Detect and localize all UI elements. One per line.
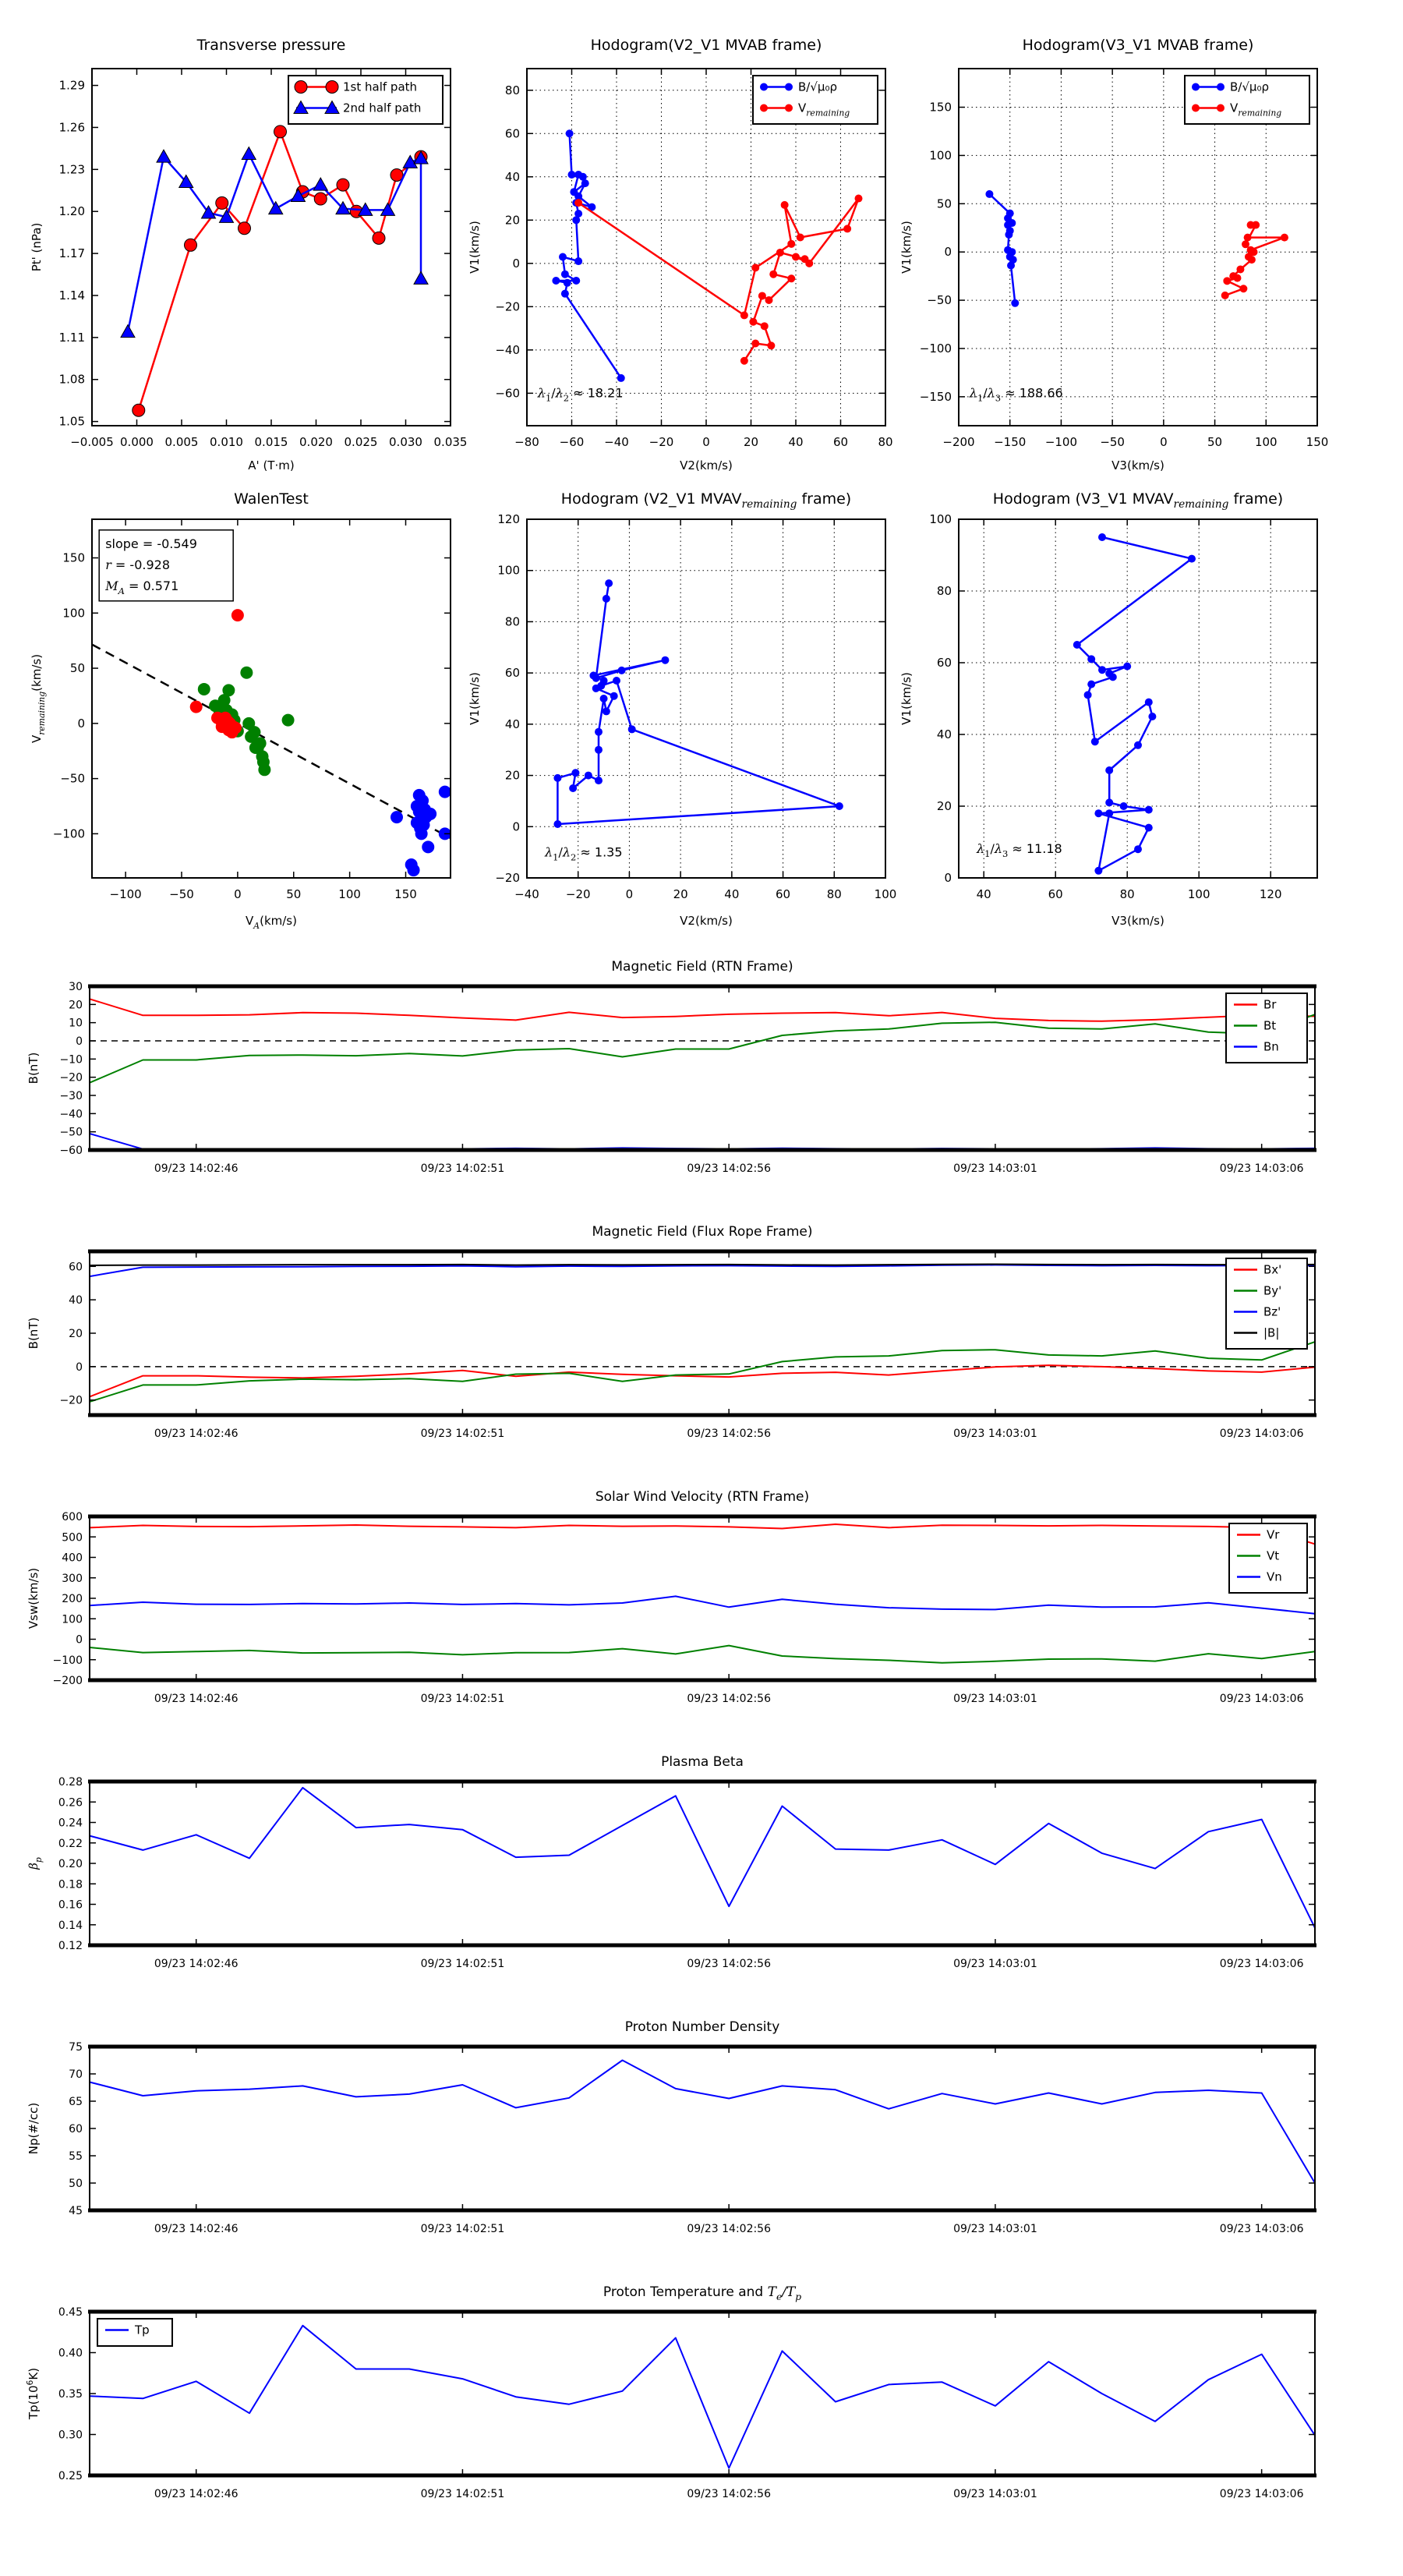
- hodogram-v2v1-mvav-ytick-label: −20: [495, 871, 520, 885]
- proton-temperature-ytick-label: 0.35: [58, 2388, 83, 2401]
- proton-number-density-title: Proton Number Density: [624, 2019, 780, 2035]
- solar-wind-velocity-xtick-label: 09/23 14:02:56: [687, 1693, 772, 1705]
- hodogram-v3v1-mvav-xtick-label: 80: [1119, 887, 1135, 901]
- magnetic-field-flux-rope-legend-label: Bx': [1263, 1262, 1282, 1277]
- magnetic-field-flux-rope-series-|B|: [90, 1265, 1315, 1266]
- transverse-pressure-legend-label: 1st half path: [343, 80, 418, 94]
- plasma-beta-ylabel: $\beta_p$: [27, 1857, 44, 1870]
- transverse-pressure-ytick-label: 1.08: [58, 372, 85, 387]
- proton-temperature-title: Proton Temperature and $T_e/T_p$: [603, 2284, 802, 2302]
- magnetic-field-rtn-legend-label: Bt: [1263, 1018, 1277, 1033]
- solar-wind-velocity-xtick-label: 09/23 14:02:51: [420, 1693, 505, 1705]
- transverse-pressure-xtick-label: 0.010: [210, 435, 243, 449]
- solar-wind-velocity-legend-label: Vn: [1267, 1569, 1282, 1584]
- solar-wind-velocity-series-Vn: [90, 1596, 1315, 1613]
- hodogram-v2v1-mvab-ylabel: V1(km/s): [468, 221, 482, 274]
- hodogram-v2v1-mvab-legend-label: $V_{remaining}$: [798, 101, 850, 119]
- transverse-pressure-xtick-label: 0.025: [344, 435, 378, 449]
- magnetic-field-flux-rope-xtick-label: 09/23 14:03:06: [1219, 1428, 1304, 1440]
- solar-wind-velocity-ticks: [53, 1511, 1315, 1705]
- hodogram-v3v1-mvav-ytick-label: 80: [936, 584, 952, 598]
- walen-test-xtick-label: 150: [394, 887, 417, 901]
- hodogram-v2v1-mvav-xtick-label: 0: [625, 887, 634, 901]
- solar-wind-velocity-ytick-label: 100: [62, 1613, 83, 1626]
- hodogram-v3v1-mvav-xtick-label: 60: [1048, 887, 1063, 901]
- hodogram-v3v1-mvab-ytick-label: −100: [919, 341, 952, 356]
- magnetic-field-rtn-ticks: [59, 981, 1315, 1175]
- walen-test-ytick-label: 150: [62, 550, 85, 565]
- proton-number-density-xtick-label: 09/23 14:02:46: [154, 2223, 239, 2235]
- walen-test-xtick-label: 0: [234, 887, 242, 901]
- hodogram-v2v1-mvab-xtick-label: 20: [743, 435, 759, 449]
- proton-number-density-ytick-label: 50: [69, 2178, 83, 2190]
- magnetic-field-flux-rope-xtick-label: 09/23 14:02:56: [687, 1428, 772, 1440]
- plasma-beta-ytick-label: 0.26: [58, 1796, 83, 1810]
- magnetic-field-rtn-series-Bn: [90, 1134, 1315, 1149]
- hodogram-v3v1-mvav-annotation: [976, 841, 1062, 859]
- transverse-pressure-xtick-label: 0.035: [433, 435, 468, 449]
- hodogram-v3v1-mvab-ytick-label: 50: [936, 196, 952, 211]
- hodogram-v3v1-mvav-xtick-label: 100: [1187, 887, 1210, 901]
- hodogram-v2v1-mvab-legend-label: B/√μ₀ρ: [798, 80, 837, 94]
- plasma-beta: [27, 1754, 1316, 1970]
- svg-text:λ1/λ2 ≈ 1.35: $\lambda_1/\lambda_2 \approx 1.35$: [545, 844, 623, 863]
- transverse-pressure-xtick-label: 0.020: [299, 435, 333, 449]
- proton-temperature-ytick-label: 0.40: [58, 2347, 83, 2360]
- plasma-beta-xtick-label: 09/23 14:03:06: [1219, 1958, 1304, 1970]
- hodogram-v3v1-mvab-xtick-label: 50: [1207, 435, 1223, 449]
- hodogram-v3v1-mvab-ytick-label: −50: [927, 293, 952, 308]
- transverse-pressure-legend: [288, 76, 443, 124]
- hodogram-v3v1-mvav-title: Hodogram (V3_V1 $MVAV_{remaining}$ frame): [992, 490, 1284, 511]
- magnetic-field-rtn-ytick-label: −50: [59, 1126, 83, 1139]
- magnetic-field-rtn-legend-label: Bn: [1263, 1039, 1279, 1054]
- walen-test-xtick-label: −100: [109, 887, 142, 901]
- solar-wind-velocity-legend-label: Vt: [1267, 1548, 1280, 1563]
- walen-test-annotation: [99, 530, 233, 601]
- hodogram-v2v1-mvav-xtick-label: 80: [826, 887, 842, 901]
- proton-number-density-xtick-label: 09/23 14:03:01: [953, 2223, 1037, 2235]
- plasma-beta-title: Plasma Beta: [661, 1754, 744, 1770]
- magnetic-field-rtn-xtick-label: 09/23 14:02:51: [420, 1162, 505, 1175]
- hodogram-v2v1-mvab-xtick-label: −40: [604, 435, 629, 449]
- plasma-beta-ytick-label: 0.22: [58, 1837, 83, 1850]
- hodogram-v2v1-mvav-title: Hodogram (V2_V1 $MVAV_{remaining}$ frame): [560, 490, 852, 511]
- hodogram-v2v1-mvav-series-path: [553, 579, 843, 828]
- solar-wind-velocity-ytick-label: 300: [62, 1572, 83, 1585]
- hodogram-v3v1-mvav-xtick-label: 40: [976, 887, 991, 901]
- plasma-beta-ytick-label: 0.12: [58, 1940, 83, 1952]
- hodogram-v2v1-mvav-ytick-label: 60: [504, 666, 520, 681]
- hodogram-v3v1-mvav-ticks: [929, 512, 1317, 901]
- solar-wind-velocity-ytick-label: 500: [62, 1531, 83, 1545]
- solar-wind-velocity-ylabel: Vsw(km/s): [27, 1567, 41, 1629]
- magnetic-field-flux-rope-xtick-label: 09/23 14:02:51: [420, 1428, 505, 1440]
- solar-wind-velocity-xtick-label: 09/23 14:03:01: [953, 1693, 1037, 1705]
- proton-temperature: [25, 2284, 1316, 2500]
- hodogram-v3v1-mvab-ytick-label: −150: [919, 389, 952, 404]
- hodogram-v2v1-mvab-xlabel: V2(km/s): [680, 458, 733, 472]
- hodogram-v2v1-mvab-legend: [753, 76, 878, 124]
- walen-test-ylabel: $V_{remaining}(km/s)$: [30, 653, 47, 744]
- magnetic-field-flux-rope-ytick-label: 20: [69, 1328, 83, 1340]
- magnetic-field-rtn-ytick-label: −20: [59, 1071, 83, 1085]
- hodogram-v2v1-mvav-xtick-label: −20: [565, 887, 591, 901]
- hodogram-v3v1-mvab-xlabel: V3(km/s): [1111, 458, 1164, 472]
- svg-text:slope = -0.549: slope = -0.549: [105, 536, 197, 551]
- hodogram-v2v1-mvab-xtick-label: −80: [514, 435, 539, 449]
- magnetic-field-rtn-ytick-label: −10: [59, 1053, 83, 1067]
- hodogram-v3v1-mvav-xlabel: V3(km/s): [1111, 914, 1164, 928]
- svg-text:MA = 0.571: $M_A = 0.571$: [105, 578, 179, 596]
- plasma-beta-ytick-label: 0.24: [58, 1817, 83, 1830]
- hodogram-v2v1-mvav-ylabel: V1(km/s): [468, 672, 482, 725]
- transverse-pressure-ylabel: Pt' (nPa): [30, 222, 44, 272]
- magnetic-field-rtn-ytick-label: 10: [69, 1017, 83, 1030]
- proton-number-density-ytick-label: 75: [69, 2041, 83, 2054]
- proton-temperature-legend: [97, 2319, 172, 2346]
- solar-wind-velocity-ytick-label: −100: [52, 1654, 83, 1667]
- hodogram-v2v1-mvab-ytick-label: 40: [504, 169, 520, 184]
- plasma-beta-xtick-label: 09/23 14:02:51: [420, 1958, 505, 1970]
- hodogram-v2v1-mvav-xtick-label: −40: [514, 887, 539, 901]
- magnetic-field-rtn-legend: [1226, 993, 1307, 1063]
- walen-test-xtick-label: −50: [169, 887, 194, 901]
- proton-temperature-xtick-label: 09/23 14:03:06: [1219, 2488, 1304, 2500]
- magnetic-field-flux-rope-series-By': [90, 1342, 1315, 1402]
- magnetic-field-rtn-ytick-label: 30: [69, 981, 83, 993]
- hodogram-v2v1-mvab-title: Hodogram(V2_V1 MVAB frame): [590, 37, 822, 54]
- plasma-beta-ytick-label: 0.18: [58, 1878, 83, 1891]
- hodogram-v3v1-mvav-series-path: [1073, 533, 1196, 875]
- magnetic-field-flux-rope-legend-label: Bz': [1263, 1304, 1281, 1319]
- hodogram-v2v1-mvav-ytick-label: 40: [504, 717, 520, 731]
- hodogram-v3v1-mvab-series-V-remaining: [1221, 221, 1288, 299]
- magnetic-field-flux-rope-ylabel: B(nT): [27, 1317, 41, 1350]
- hodogram-v3v1-mvab-series-B-alfven: [985, 190, 1019, 307]
- hodogram-v2v1-mvab-xtick-label: 0: [702, 435, 710, 449]
- plasma-beta-xtick-label: 09/23 14:02:46: [154, 1958, 239, 1970]
- proton-temperature-xtick-label: 09/23 14:02:51: [420, 2488, 505, 2500]
- hodogram-v3v1-mvab-xtick-label: 150: [1306, 435, 1329, 449]
- transverse-pressure-ytick-label: 1.23: [58, 162, 85, 177]
- transverse-pressure-ytick-label: 1.05: [58, 414, 85, 429]
- svg-text:λ1/λ2 ≈ 18.21: $\lambda_1/\lambda_2 \approx 18.21$: [537, 385, 624, 404]
- hodogram-v2v1-mvab-ytick-label: −40: [495, 342, 520, 357]
- magnetic-field-flux-rope-legend-label: By': [1263, 1283, 1282, 1298]
- hodogram-v3v1-mvav-ylabel: V1(km/s): [899, 672, 914, 725]
- solar-wind-velocity-xtick-label: 09/23 14:03:06: [1219, 1693, 1304, 1705]
- solar-wind-velocity-ytick-label: 200: [62, 1593, 83, 1605]
- hodogram-v2v1-mvav: [468, 490, 896, 928]
- proton-number-density-xtick-label: 09/23 14:02:56: [687, 2223, 772, 2235]
- transverse-pressure-ytick-label: 1.26: [58, 120, 85, 135]
- hodogram-v2v1-mvav-ytick-label: 80: [504, 614, 520, 629]
- magnetic-field-flux-rope-ticks: [59, 1251, 1315, 1440]
- hodogram-v2v1-mvav-xtick-label: 20: [673, 887, 688, 901]
- plasma-beta-ytick-label: 0.14: [58, 1919, 83, 1932]
- magnetic-field-flux-rope: [27, 1224, 1316, 1440]
- transverse-pressure-xlabel: A' (T·m): [248, 458, 295, 472]
- magnetic-field-rtn-series-Bt: [90, 1014, 1315, 1083]
- hodogram-v2v1-mvab-ytick-label: 60: [504, 126, 520, 141]
- hodogram-v3v1-mvab-xtick-label: −50: [1100, 435, 1125, 449]
- solar-wind-velocity: [27, 1489, 1316, 1705]
- hodogram-v3v1-mvab-xtick-label: 100: [1254, 435, 1278, 449]
- proton-temperature-ylabel: $Tp(10^6K)$: [25, 2367, 41, 2420]
- proton-number-density-ytick-label: 65: [69, 2096, 83, 2108]
- transverse-pressure-xtick-label: 0.015: [254, 435, 288, 449]
- walen-test-series-blue-points: [391, 786, 451, 876]
- solar-wind-velocity-xtick-label: 09/23 14:02:46: [154, 1693, 239, 1705]
- hodogram-v2v1-mvab-ytick-label: 80: [504, 83, 520, 97]
- plasma-beta-ytick-label: 0.28: [58, 1776, 83, 1789]
- hodogram-v3v1-mvab-ytick-label: 100: [929, 148, 952, 163]
- magnetic-field-rtn-xtick-label: 09/23 14:03:06: [1219, 1162, 1304, 1175]
- hodogram-v2v1-mvab-xtick-label: −20: [648, 435, 674, 449]
- hodogram-v2v1-mvab-series-B-alfven: [552, 129, 624, 382]
- walen-test-title: WalenTest: [234, 490, 309, 508]
- magnetic-field-rtn-ytick-label: 20: [69, 999, 83, 1012]
- walen-test-ytick-label: 0: [77, 716, 85, 731]
- transverse-pressure-ytick-label: 1.11: [58, 330, 85, 345]
- hodogram-v3v1-mvab: [899, 37, 1328, 472]
- plasma-beta-ytick-label: 0.16: [58, 1898, 83, 1912]
- walen-test-ytick-label: 100: [62, 606, 85, 621]
- proton-temperature-xtick-label: 09/23 14:02:56: [687, 2488, 772, 2500]
- magnetic-field-rtn-ylabel: B(nT): [27, 1052, 41, 1085]
- walen-test-xlabel: $V_A(km/s)$: [246, 914, 297, 931]
- magnetic-field-flux-rope-series-Bz': [90, 1262, 1315, 1277]
- transverse-pressure-xtick-label: 0.030: [389, 435, 422, 449]
- proton-temperature-ytick-label: 0.45: [58, 2306, 83, 2319]
- solar-wind-velocity-legend-label: Vr: [1267, 1527, 1280, 1542]
- transverse-pressure-ytick-label: 1.14: [58, 288, 85, 303]
- hodogram-v3v1-mvab-xtick-label: −200: [942, 435, 975, 449]
- hodogram-v3v1-mvab-xtick-label: 0: [1160, 435, 1168, 449]
- proton-temperature-legend-label: Tp: [135, 2323, 150, 2337]
- plasma-beta-xtick-label: 09/23 14:02:56: [687, 1958, 772, 1970]
- solar-wind-velocity-series-Vr: [90, 1524, 1315, 1544]
- magnetic-field-flux-rope-series-Bx': [90, 1365, 1315, 1396]
- hodogram-v2v1-mvab-ytick-label: −60: [495, 386, 520, 401]
- plasma-beta-ticks: [58, 1776, 1315, 1970]
- proton-number-density: [27, 2019, 1316, 2235]
- proton-number-density-ytick-label: 70: [69, 2068, 83, 2081]
- walen-test-xtick-label: 100: [338, 887, 361, 901]
- transverse-pressure-xtick-label: 0.005: [164, 435, 199, 449]
- solar-wind-velocity-ytick-label: 400: [62, 1552, 83, 1565]
- hodogram-v3v1-mvab-title: Hodogram(V3_V1 MVAB frame): [1022, 37, 1254, 54]
- proton-number-density-series-Np: [90, 2061, 1315, 2184]
- walen-test-ytick-label: −50: [60, 771, 85, 786]
- hodogram-v2v1-mvab-annotation: [537, 385, 624, 403]
- proton-number-density-xtick-label: 09/23 14:02:51: [420, 2223, 505, 2235]
- magnetic-field-flux-rope-ytick-label: 40: [69, 1294, 83, 1307]
- hodogram-v2v1-mvav-annotation: [544, 844, 623, 862]
- magnetic-field-rtn-ytick-label: −40: [59, 1108, 83, 1121]
- hodogram-v2v1-mvav-xtick-label: 60: [776, 887, 791, 901]
- plasma-beta-ytick-label: 0.20: [58, 1858, 83, 1870]
- magnetic-field-flux-rope-legend-label: |B|: [1263, 1325, 1280, 1340]
- hodogram-v2v1-mvab: [468, 37, 893, 472]
- hodogram-v3v1-mvav-ytick-label: 100: [929, 512, 952, 526]
- svg-text:r = -0.928: r = -0.928: [105, 557, 171, 572]
- hodogram-v2v1-mvav-grid: [527, 519, 885, 878]
- magnetic-field-rtn-xtick-label: 09/23 14:02:56: [687, 1162, 772, 1175]
- proton-number-density-ytick-label: 60: [69, 2123, 83, 2135]
- proton-number-density-xtick-label: 09/23 14:03:06: [1219, 2223, 1304, 2235]
- hodogram-v3v1-mvav-xtick-label: 120: [1259, 887, 1282, 901]
- magnetic-field-flux-rope-xtick-label: 09/23 14:03:01: [953, 1428, 1037, 1440]
- proton-temperature-xtick-label: 09/23 14:02:46: [154, 2488, 239, 2500]
- hodogram-v2v1-mvab-xtick-label: −60: [559, 435, 585, 449]
- solar-wind-velocity-title: Solar Wind Velocity (RTN Frame): [595, 1489, 810, 1505]
- walen-test: [30, 490, 451, 931]
- proton-number-density-ytick-label: 45: [69, 2205, 83, 2217]
- proton-temperature-xtick-label: 09/23 14:03:01: [953, 2488, 1037, 2500]
- transverse-pressure-title: Transverse pressure: [196, 37, 346, 54]
- hodogram-v3v1-mvab-legend-label: B/√μ₀ρ: [1230, 80, 1269, 94]
- hodogram-v2v1-mvav-ytick-label: 120: [497, 512, 520, 526]
- proton-number-density-ytick-label: 55: [69, 2150, 83, 2163]
- hodogram-v3v1-mvav-ytick-label: 60: [936, 656, 952, 670]
- hodogram-v3v1-mvab-ytick-label: 0: [944, 245, 952, 260]
- transverse-pressure-ytick-label: 1.20: [58, 204, 85, 219]
- hodogram-v3v1-mvab-legend: [1185, 76, 1309, 124]
- solar-wind-velocity-ytick-label: 0: [76, 1633, 83, 1647]
- walen-test-ytick-label: −100: [52, 826, 85, 841]
- hodogram-v2v1-mvab-ytick-label: −20: [495, 299, 520, 314]
- hodogram-v3v1-mvav-ytick-label: 0: [944, 871, 952, 885]
- hodogram-v2v1-mvab-xtick-label: 40: [788, 435, 804, 449]
- hodogram-v2v1-mvav-ytick-label: 100: [497, 563, 520, 578]
- magnetic-field-rtn-series-Br: [90, 999, 1315, 1021]
- svg-text:λ1/λ3 ≈ 188.66: $\lambda_1/\lambda_3 \approx 188.66$: [969, 385, 1063, 404]
- magnetic-field-flux-rope-xtick-label: 09/23 14:02:46: [154, 1428, 239, 1440]
- hodogram-v3v1-mvab-annotation: [969, 385, 1063, 403]
- solar-wind-velocity-ytick-label: 600: [62, 1511, 83, 1523]
- transverse-pressure-ticks: [59, 69, 468, 449]
- magnetic-field-rtn-ytick-label: −60: [59, 1145, 83, 1157]
- magnetic-field-rtn: [27, 959, 1316, 1175]
- transverse-pressure-xtick-label: −0.005: [70, 435, 114, 449]
- proton-temperature-ticks: [58, 2306, 1315, 2500]
- hodogram-v2v1-mvav-xtick-label: 100: [874, 887, 897, 901]
- hodogram-v2v1-mvab-xtick-label: 80: [878, 435, 893, 449]
- hodogram-v2v1-mvab-xtick-label: 60: [832, 435, 849, 449]
- proton-temperature-ytick-label: 0.30: [58, 2429, 83, 2442]
- transverse-pressure: [30, 37, 467, 472]
- hodogram-v2v1-mvav-ytick-label: 20: [504, 768, 520, 783]
- plasma-beta-series-beta_p: [90, 1788, 1315, 1928]
- walen-test-xtick-label: 50: [286, 887, 302, 901]
- transverse-pressure-legend-label: 2nd half path: [343, 101, 422, 115]
- magnetic-field-flux-rope-ytick-label: 0: [76, 1361, 83, 1374]
- magnetic-field-rtn-ytick-label: −30: [59, 1090, 83, 1102]
- magnetic-field-rtn-xtick-label: 09/23 14:02:46: [154, 1162, 239, 1175]
- solar-wind-velocity-series-Vt: [90, 1646, 1315, 1663]
- transverse-pressure-ytick-label: 1.29: [58, 78, 85, 93]
- hodogram-v2v1-mvav-ytick-label: 0: [512, 819, 520, 834]
- hodogram-v3v1-mvav-ytick-label: 40: [936, 727, 952, 741]
- magnetic-field-rtn-ytick-label: 0: [76, 1035, 83, 1048]
- hodogram-v2v1-mvav-xtick-label: 40: [724, 887, 740, 901]
- plasma-beta-xtick-label: 09/23 14:03:01: [953, 1958, 1037, 1970]
- transverse-pressure-ytick-label: 1.17: [58, 246, 85, 261]
- hodogram-v3v1-mvab-xtick-label: −100: [1044, 435, 1078, 449]
- solar-wind-velocity-legend: [1229, 1523, 1307, 1593]
- magnetic-field-rtn-xtick-label: 09/23 14:03:01: [953, 1162, 1037, 1175]
- magnetic-field-flux-rope-ytick-label: 60: [69, 1261, 83, 1274]
- solar-wind-velocity-ytick-label: −200: [52, 1675, 83, 1687]
- hodogram-v3v1-mvab-ytick-label: 150: [929, 100, 952, 115]
- walen-test-series-fit-line: [92, 645, 451, 838]
- hodogram-v3v1-mvab-legend-label: $V_{remaining}$: [1230, 101, 1282, 119]
- hodogram-v2v1-mvav-xlabel: V2(km/s): [680, 914, 733, 928]
- hodogram-v3v1-mvab-ylabel: V1(km/s): [899, 221, 914, 274]
- hodogram-v2v1-mvab-ytick-label: 0: [512, 256, 520, 271]
- proton-number-density-ticks: [69, 2041, 1315, 2235]
- hodogram-v3v1-mvav: [899, 490, 1317, 928]
- transverse-pressure-series-1st half path: [133, 126, 427, 416]
- hodogram-v3v1-mvab-xtick-label: −150: [994, 435, 1027, 449]
- magnetic-field-rtn-title: Magnetic Field (RTN Frame): [611, 959, 793, 975]
- proton-temperature-series-Tp: [90, 2326, 1315, 2468]
- proton-number-density-ylabel: Np(#/cc): [27, 2102, 41, 2155]
- svg-text:λ1/λ3 ≈ 11.18: $\lambda_1/\lambda_3 \approx 11.18$: [977, 840, 1062, 859]
- magnetic-field-flux-rope-ytick-label: −20: [59, 1394, 83, 1407]
- hodogram-v3v1-mvav-ytick-label: 20: [936, 799, 952, 813]
- hodogram-v2v1-mvab-ytick-label: 20: [504, 213, 520, 228]
- magnetic-field-rtn-legend-label: Br: [1263, 997, 1277, 1012]
- magnetic-field-flux-rope-title: Magnetic Field (Flux Rope Frame): [592, 1224, 813, 1240]
- transverse-pressure-xtick-label: 0.000: [120, 435, 154, 449]
- proton-temperature-ytick-label: 0.25: [58, 2470, 83, 2482]
- walen-test-ytick-label: 50: [69, 661, 85, 676]
- magnetic-field-flux-rope-legend: [1226, 1258, 1307, 1349]
